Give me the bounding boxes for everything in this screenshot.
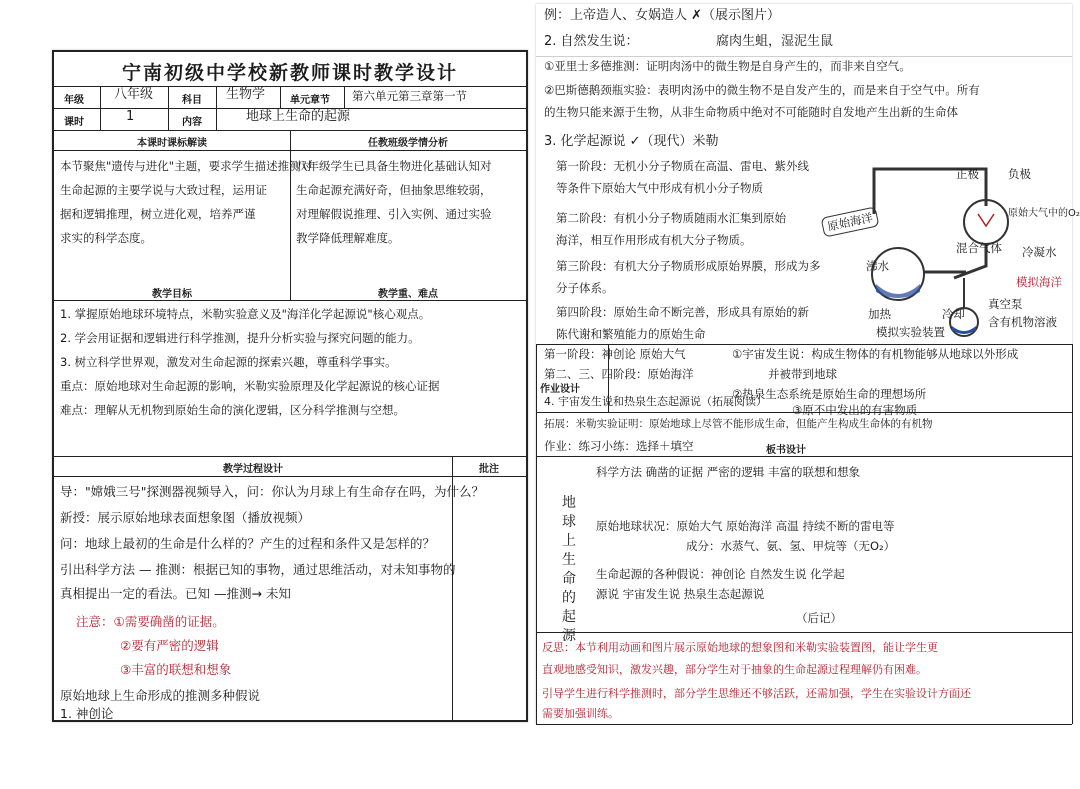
process-line: ②要有严密的逻辑 (120, 638, 219, 653)
section-standards: 本课时课标解读 (137, 138, 207, 149)
note-line: 等条件下原始大气中形成有机小分子物质 (556, 181, 763, 195)
board-line: 原始地球状况：原始大气 原始海洋 高温 持续不断的雷电等 (596, 519, 895, 533)
table-rule (54, 476, 526, 477)
standards-line: 生命起源的主要学说与大致过程，运用证 (60, 183, 267, 197)
process-line: 原始地球上生命形成的推测多种假说 (60, 688, 261, 703)
note-line: 第四阶段：原始生命不断完善，形成具有原始的新 (556, 305, 809, 319)
unit-value: 第六单元第三章第一节 (352, 89, 467, 103)
diagram-label: 原始大气中的O₂ (1008, 208, 1080, 219)
learners-line: 教学降低理解难度。 (296, 231, 400, 245)
table-rule (536, 344, 537, 724)
section-process: 教学过程设计 (223, 464, 283, 475)
process-line: ③丰富的联想和想象 (120, 662, 232, 677)
diagram-label: 冷却 (942, 307, 965, 321)
document-title: 宁南初级中学校新教师课时教学设计 (121, 62, 458, 84)
board-line: （后记） (796, 611, 842, 625)
section-learners: 任教班级学情分析 (368, 138, 448, 149)
diagram-label: 原始海洋 (821, 206, 880, 237)
lesson-plan-sheet-left (52, 50, 528, 722)
process-line: 注意：①需要确凿的证据。 (76, 614, 225, 629)
keypoint-line: 重点：原始地球对生命起源的影响，米勒实验原理及化学起源说的核心证据 (60, 379, 440, 393)
note-line: 3. 化学起源说 ✓（现代）米勒 (544, 134, 719, 149)
lesson-plan-sheet-right (536, 4, 1080, 724)
section-keypoints: 教学重、难点 (378, 289, 438, 300)
content-label: 内容 (182, 117, 202, 128)
diagram-label: 沸水 (866, 259, 889, 273)
note-line: 第二阶段：有机小分子物质随雨水汇集到原始 (556, 211, 786, 225)
note-line: 第一阶段：无机小分子物质在高温、雷电、紫外线 (556, 159, 809, 173)
table-rule (536, 632, 1072, 633)
standards-line: 据和逻辑推理，树立进化观，培养严谨 (60, 207, 256, 221)
table-rule (100, 86, 101, 130)
difficulty-line: 难点：理解从无机物到原始生命的演化逻辑，区分科学推测与空想。 (60, 403, 405, 417)
content-value: 地球上生命的起源 (246, 109, 351, 124)
note-line: 腐肉生蛆，湿泥生鼠 (716, 34, 834, 49)
process-line: 真相提出一定的看法。已知 —推测→ 未知 (60, 586, 291, 601)
standards-line: 求实的科学态度。 (60, 231, 152, 245)
note-line: 的生物只能来源于生物，从非生命物质中绝对不可能随时自发地产生出新的生命体 (544, 105, 958, 119)
board-line: 科学方法 确凿的证据 严密的逻辑 丰富的联想和想象 (596, 465, 860, 479)
homework-label: 作业设计 (540, 384, 580, 395)
table-rule (1072, 344, 1073, 724)
table-rule (536, 724, 1072, 725)
table-rule (54, 300, 526, 301)
note-line: 例：上帝造人、女娲造人 ✗（展示图片） (544, 8, 781, 23)
board-label: 板书设计 (766, 445, 806, 456)
goal-line: 2. 学会用证据和逻辑进行科学推测，提升分析实验与探究问题的能力。 (60, 331, 420, 345)
diagram-label: 混合气体 (956, 241, 1002, 255)
homework-line: 第二、三、四阶段：原始海洋 (544, 367, 694, 381)
process-line: 1. 神创论 (60, 706, 114, 721)
standards-line: 本节聚焦"遗传与进化"主题，要求学生描述推测对 (60, 159, 313, 173)
diagram-label: 模拟海洋 (1016, 275, 1062, 289)
subject-value: 生物学 (226, 87, 266, 102)
homework-line: 第一阶段：神创论 原始大气 (544, 347, 686, 361)
period-label: 课时 (64, 117, 84, 128)
homework-line: 拓展：米勒实验证明：原始地球上尽管不能形成生命，但能产生构成生命体的有机物 (544, 418, 933, 430)
note-line: 海洋，相互作用形成有机大分子物质。 (556, 233, 752, 247)
reflection-line: 反思：本节利用动画和图片展示原始地球的想象图和米勒实验装置图，能让学生更 (542, 641, 938, 654)
reflection-line: 直观地感受知识，激发兴趣，部分学生对于抽象的生命起源过程理解仍有困难。 (542, 663, 927, 676)
homework-line: 作业：练习小练：选择＋填空 (544, 439, 694, 453)
process-line: 问：地球上最初的生命是什么样的？产生的过程和条件又是怎样的？ (60, 536, 436, 551)
diagram-label: 负极 (1008, 167, 1031, 181)
note-line: 2. 自然发生说： (544, 34, 639, 49)
grade-value: 八年级 (114, 87, 154, 102)
section-notes: 批注 (479, 464, 499, 475)
diagram-label: 冷凝水 (1022, 245, 1057, 259)
homework-line: ①宇宙发生说：构成生物体的有机物能够从地球以外形成 (732, 347, 1019, 361)
homework-line: 并被带到地球 (768, 367, 837, 381)
board-vertical-title: 地球上生命的起源 (562, 495, 576, 644)
note-line: ②巴斯德鹅颈瓶实验：表明肉汤中的微生物不是自发产生的，而是来自于空气中。所有 (544, 83, 980, 97)
board-line: 生命起源的各种假说：神创论 自然发生说 化学起源说 宇宙发生说 热泉生态起源说 (596, 567, 845, 601)
table-rule (536, 456, 1072, 457)
note-line: 陈代谢和繁殖能力的原始生命 (556, 327, 706, 341)
section-goals: 教学目标 (152, 289, 192, 300)
process-line: 导："嫦娥三号"探测器视频导入，问：你认为月球上有生命存在吗，为什么？ (60, 484, 485, 499)
homework-line: 4. 宇宙发生说和热泉生态起源说（拓展阅读） (544, 395, 767, 408)
table-rule (216, 86, 217, 130)
reflection-line: 引导学生进行科学推测时，部分学生思维还不够活跃，还需加强，学生在实验设计方面还 (542, 687, 971, 700)
process-line: 引出科学方法 — 推测：根据已知的事物，通过思维活动，对未知事物的 (60, 562, 456, 577)
homework-line: ②热泉生态系统是原始生命的理想场所 (732, 387, 927, 401)
board-line: 成分：水蒸气、氨、氢、甲烷等（无O₂） (686, 539, 896, 553)
unit-label: 单元章节 (290, 95, 330, 106)
diagram-label: 正极 (956, 167, 979, 181)
note-line: ①亚里士多德推测：证明肉汤中的微生物是自身产生的，而非来自空气。 (544, 59, 911, 73)
goal-line: 1. 掌握原始地球环境特点，米勒实验意义及"海洋化学起源说"核心观点。 (60, 307, 431, 321)
learners-line: 对理解假说推理、引入实例、通过实验 (296, 207, 492, 221)
diagram-label: 真空泵 (988, 297, 1023, 311)
diagram-label: 含有机物溶液 (988, 315, 1057, 329)
reflection-line: 需要加强训练。 (542, 707, 619, 720)
subject-label: 科目 (182, 95, 202, 106)
learners-line: 八年级学生已具备生物进化基础认知对 (296, 159, 492, 173)
learners-line: 生命起源充满好奇，但抽象思维较弱， (296, 183, 492, 197)
period-value: 1 (126, 109, 135, 124)
homework-line: ③原不中发出的有害物质 (792, 403, 918, 417)
process-line: 新授：展示原始地球表面想象图（播放视频） (60, 510, 311, 525)
diagram-label: 模拟实验装置 (876, 325, 945, 339)
table-rule (54, 456, 526, 457)
goal-line: 3. 树立科学世界观，激发对生命起源的探索兴趣，尊重科学事实。 (60, 355, 397, 369)
spark-icon (978, 214, 994, 226)
note-line: 第三阶段：有机大分子物质形成原始界膜，形成为多 (556, 259, 821, 273)
note-line: 分子体系。 (556, 281, 614, 295)
table-rule (168, 86, 169, 130)
diagram-label: 加热 (868, 307, 891, 321)
grade-label: 年级 (64, 95, 84, 106)
